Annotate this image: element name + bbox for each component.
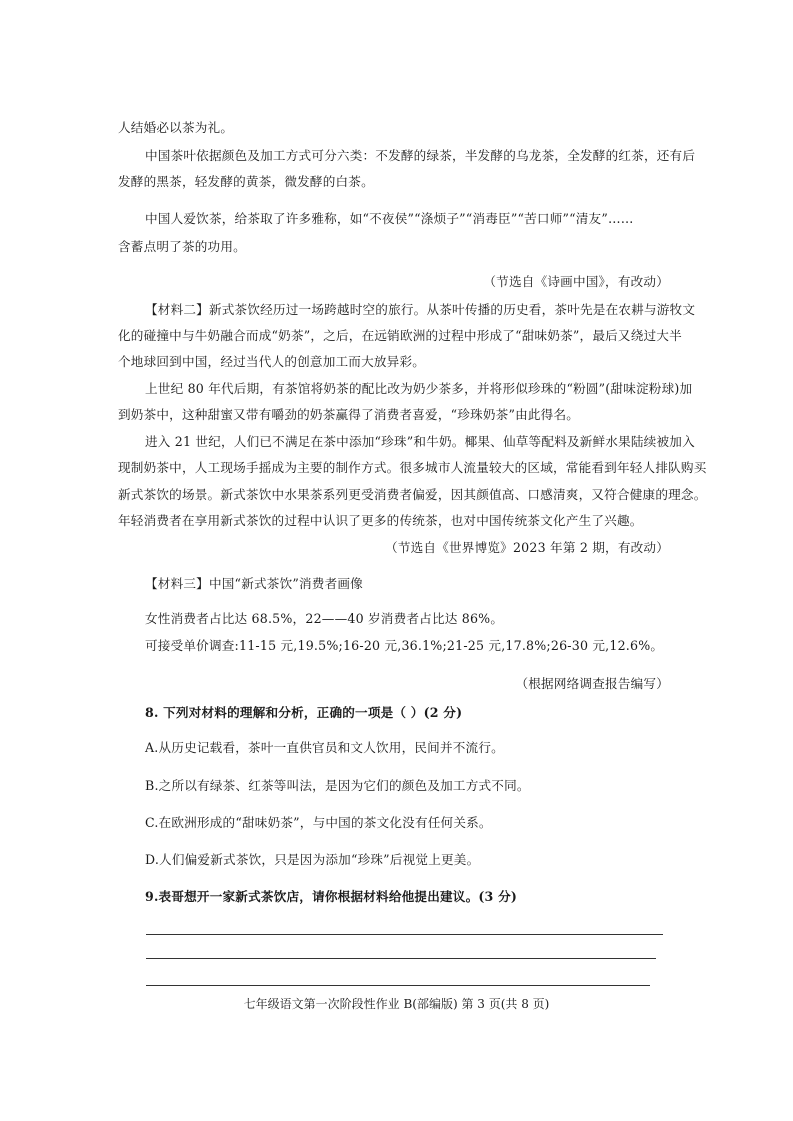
material-two-line: 年轻消费者在享用新式茶饮的过程中认识了更多的传统茶，也对中国传统茶文化产生了兴趣。 bbox=[118, 513, 643, 528]
page-footer: 七年级语文第一次阶段性作业 B(部编版) 第 3 页(共 8 页) bbox=[243, 997, 550, 1011]
material-two-line: 化的碰撞中与牛奶融合而成“奶茶”，之后，在远销欧洲的过程中形成了“甜味奶茶”，最后又绕过大半 bbox=[118, 328, 682, 343]
material-two-line: 进入 21 世纪，人们已不满足在茶中添加“珍珠”和牛奶。椰果、仙草等配料及新鲜水果陆续被加入 bbox=[145, 434, 695, 449]
material-two-line: 个地球回到中国，经过当代人的创意加工而大放异彩。 bbox=[118, 354, 426, 369]
option-d: D.人们偏爱新式茶饮，只是因为添加“珍珠”后视觉上更美。 bbox=[145, 852, 480, 867]
material-three-line: 可接受单价调查:11-15 元,19.5%;16-20 元,36.1%;21-25 元,17.8%;26-30 元,12.6%。 bbox=[145, 638, 664, 653]
material-three-line: 女性消费者占比达 68.5%，22——40 岁消费者占比达 86%。 bbox=[145, 611, 504, 626]
question-9: 9.表哥想开一家新式茶饮店，请你根据材料给他提出建议。(3 分) bbox=[145, 889, 518, 904]
option-b: B.之所以有绿茶、红茶等叫法，是因为它们的颜色及加工方式不同。 bbox=[145, 778, 530, 793]
answer-line[interactable] bbox=[146, 985, 650, 986]
material-two-line: 【材料二】新式茶饮经历过一场跨越时空的旅行。从茶叶传播的历史看，茶叶先是在农耕与游牧文 bbox=[145, 302, 696, 317]
material-three-title: 【材料三】中国“新式茶饮”消费者画像 bbox=[145, 576, 363, 591]
source-citation: （节选自《诗画中国》，有改动） bbox=[483, 274, 669, 289]
source-citation: （根据网络调查报告编写） bbox=[515, 676, 669, 691]
answer-line[interactable] bbox=[146, 934, 663, 935]
paragraph-line: 人结婚必以茶为礼。 bbox=[118, 120, 234, 135]
question-8: 8. 下列对材料的理解和分析，正确的一项是（ ）(2 分) bbox=[145, 705, 463, 720]
material-two-line: 上世纪 80 年代后期，有茶馆将奶茶的配比改为奶少茶多，并将形似珍珠的“粉圆”(甜味淀粉球)加 bbox=[145, 381, 693, 396]
material-two-line: 到奶茶中，这种甜蜜又带有嚼劲的奶茶赢得了消费者喜爱，“珍珠奶茶”由此得名。 bbox=[118, 407, 580, 422]
paragraph-line: 发酵的黑茶，轻发酵的黄茶，微发酵的白茶。 bbox=[118, 174, 374, 189]
option-a: A.从历史记载看，茶叶一直供官员和文人饮用，民间并不流行。 bbox=[145, 740, 504, 755]
source-citation: （节选自《世界博览》2023 年第 2 期，有改动） bbox=[385, 540, 669, 555]
material-two-line: 现制奶茶中，人工现场手摇成为主要的制作方式。很多城市人流量较大的区域，常能看到年轻人排队购买 bbox=[118, 460, 707, 475]
paragraph-line: 含蓄点明了茶的功用。 bbox=[118, 239, 246, 254]
paragraph-line: 中国人爱饮茶，给茶取了许多雅称，如“不夜侯”“涤烦子”“消毒臣”“苦口师”“清友”…… bbox=[145, 211, 634, 226]
option-c: C.在欧洲形成的“甜味奶茶”，与中国的茶文化没有任何关系。 bbox=[145, 815, 492, 830]
answer-line[interactable] bbox=[146, 958, 656, 959]
material-two-line: 新式茶饮的场景。新式茶饮中水果茶系列更受消费者偏爱，因其颜值高、口感清爽，又符合健康的理念。 bbox=[118, 487, 707, 502]
paragraph-line: 中国茶叶依据颜色及加工方式可分六类：不发酵的绿茶，半发酵的乌龙茶，全发酵的红茶，还有后 bbox=[145, 148, 696, 163]
